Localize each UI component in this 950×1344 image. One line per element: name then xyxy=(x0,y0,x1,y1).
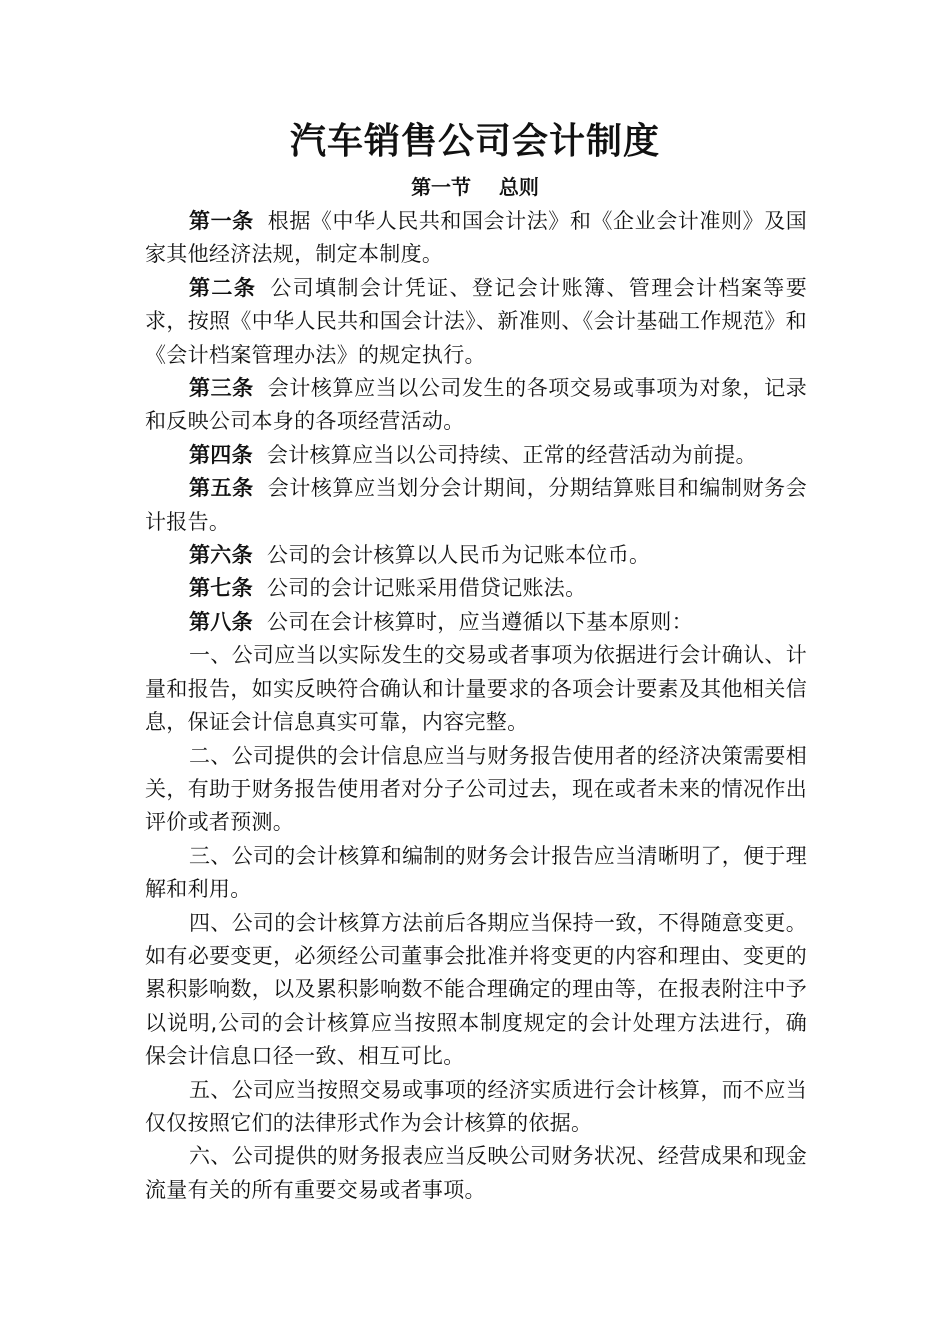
principle-paragraph: 五、公司应当按照交易或事项的经济实质进行会计核算，而不应当仅仅按照它们的法律形式作为会计核算的依据。 xyxy=(145,1077,807,1135)
principle-paragraph: 三、公司的会计核算和编制的财务会计报告应当清晰明了，便于理解和利用。 xyxy=(145,843,807,902)
article-text: 公司的会计记账采用借贷记账法。 xyxy=(266,576,587,601)
article-label: 第五条 xyxy=(189,476,254,501)
article-label: 第七条 xyxy=(189,576,253,601)
principle-paragraph: 六、公司提供的财务报表应当反映公司财务状况、经营成果和现金流量有关的所有重要交易或者事项。 xyxy=(145,1144,807,1202)
article-paragraph xyxy=(145,439,807,472)
article-label: 第八条 xyxy=(189,609,253,634)
article-paragraph xyxy=(145,539,807,572)
principle-paragraph: 一、公司应当以实际发生的交易或者事项为依据进行会计确认、计量和报告，如实反映符合确认和计量要求的各项会计要素及其他相关信息，保证会计信息真实可靠，内容完整。 xyxy=(145,643,807,735)
article-text: 公司的会计核算以人民币为记账本位币。 xyxy=(266,543,651,568)
article-paragraph xyxy=(145,606,807,639)
article-label: 第三条 xyxy=(189,376,254,401)
document-title: 汽车销售公司会计制度 xyxy=(289,121,660,162)
article-text: 公司在会计核算时，应当遵循以下基本原则： xyxy=(266,609,693,634)
article-label: 第四条 xyxy=(189,442,253,467)
article-label: 第六条 xyxy=(189,543,253,568)
article-text: 公司填制会计凭证、登记会计账簿、管理会计档案等要求，按照《中华人民共和国会计法》、新准则、《会计基础工作规范》和《会计档案管理办法》的规定执行。 xyxy=(145,275,807,367)
article-paragraph xyxy=(145,205,807,272)
article-paragraph xyxy=(145,472,807,539)
article-text: 根据《中华人民共和国会计法》和《企业会计准则》及国家其他经济法规，制定本制度。 xyxy=(145,209,807,267)
article-text: 会计核算应当以公司持续、正常的经营活动为前提。 xyxy=(266,442,757,467)
section-heading: 第一节 总则 xyxy=(411,175,539,199)
article-paragraph xyxy=(145,572,807,605)
document-body xyxy=(145,205,807,1207)
article-text: 会计核算应当划分会计期间，分期结算账目和编制财务会计报告。 xyxy=(145,476,807,534)
article-paragraph xyxy=(145,372,807,439)
principle-paragraph: 四、公司的会计核算方法前后各期应当保持一致，不得随意变更。如有必要变更，必须经公司董事会批准并将变更的内容和理由、变更的累积影响数，以及累积影响数不能合理确定的理由等，在报表附注中予以说明,公司的会计核算应当按照本制度规定的会计处理方法进行，确保会计信息口径一致、相互可比。 xyxy=(145,910,807,1069)
principle-paragraph: 二、公司提供的会计信息应当与财务报告使用者的经济决策需要相关，有助于财务报告使用者对分子公司过去，现在或者未来的情况作出评价或者预测。 xyxy=(145,743,807,835)
article-label: 第一条 xyxy=(189,209,254,233)
article-label: 第二条 xyxy=(189,275,257,300)
article-paragraph xyxy=(145,272,807,372)
article-text: 会计核算应当以公司发生的各项交易或事项为对象，记录和反映公司本身的各项经营活动。 xyxy=(145,376,807,434)
